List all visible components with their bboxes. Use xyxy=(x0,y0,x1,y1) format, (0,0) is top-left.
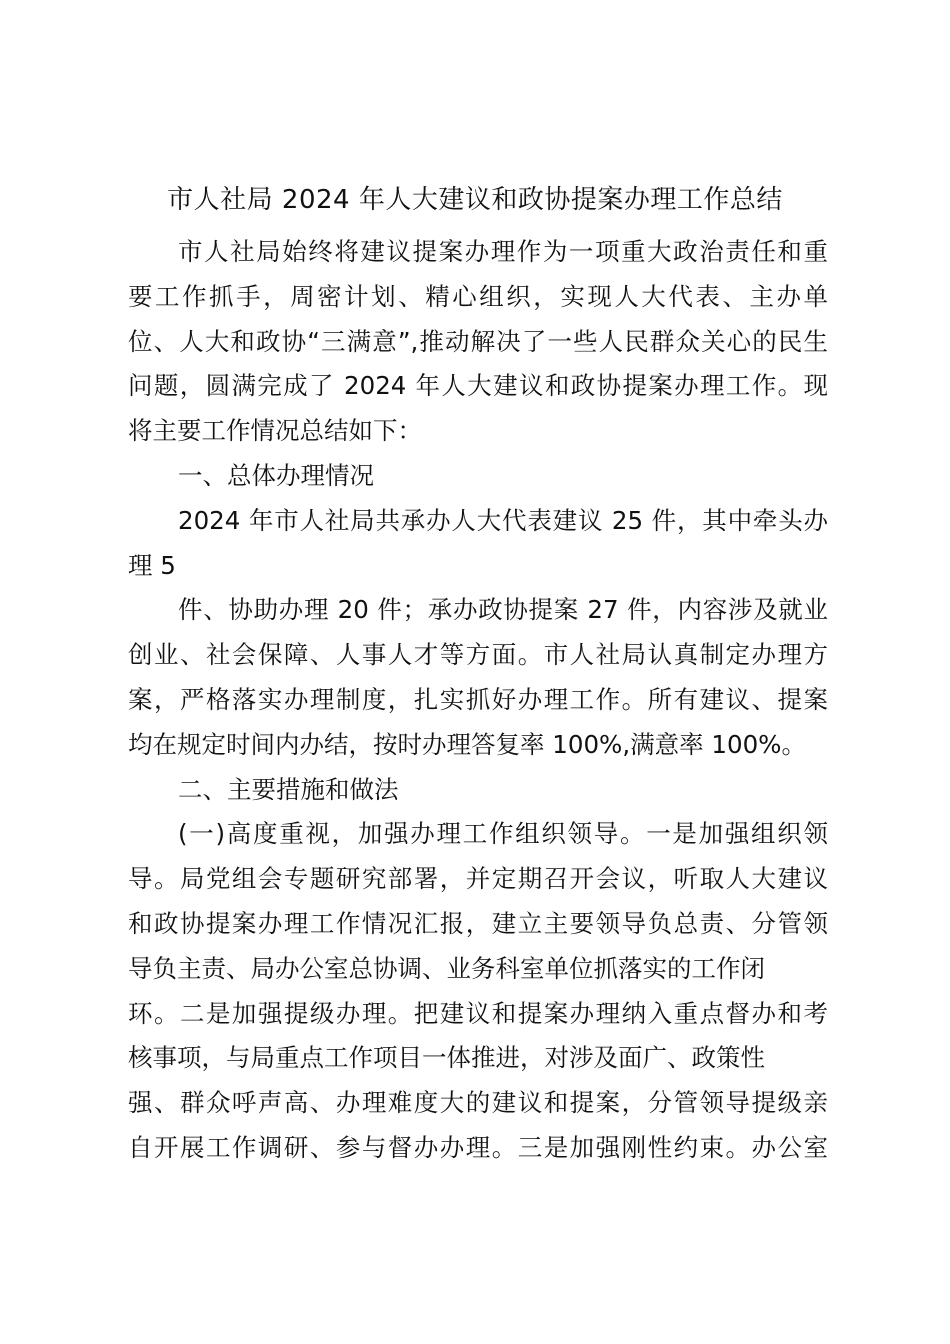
paragraph-line: 位、人大和政协“三满意”,推动解决了一些人民群众关心的民生 xyxy=(128,326,828,356)
paragraph-line: 自开展工作调研、参与督办办理。三是加强刚性约束。办公室 xyxy=(128,1132,828,1162)
paragraph-line: 市人社局始终将建议提案办理作为一项重大政治责任和重 xyxy=(178,237,828,266)
paragraph-line: 导。局党组会专题研究部署，并定期召开会议，听取人大建议 xyxy=(128,864,828,894)
document-body xyxy=(128,230,828,1171)
paragraph-line: 创业、社会保障、人事人才等方面。市人社局认真制定办理方 xyxy=(128,640,828,670)
paragraph-line: 导负主责、局办公室总协调、业务科室单位抓落实的工作闭 xyxy=(128,953,765,983)
paragraph-line: 问题，圆满完成了 2024 年人大建议和政协提案办理工作。现 xyxy=(128,371,828,401)
paragraph-line: 和政协提案办理工作情况汇报，建立主要领导负总责、分管领 xyxy=(128,908,828,938)
section-heading: 二、主要措施和做法 xyxy=(178,774,399,804)
document-title: 市人社局 2024 年人大建议和政协提案办理工作总结 xyxy=(167,185,783,215)
paragraph-line: 件、协助办理 20 件；承办政协提案 27 件，内容涉及就业 xyxy=(178,595,828,625)
paragraph-line: 强、群众呼声高、办理难度大的建议和提案，分管领导提级亲 xyxy=(128,1088,828,1118)
paragraph-line: 核事项，与局重点工作项目一体推进，对涉及面广、政策性 xyxy=(128,1043,765,1073)
section-heading: 一、总体办理情况 xyxy=(178,460,374,490)
paragraph-line: (一)高度重视，加强办理工作组织领导。一是加强组织领 xyxy=(178,819,828,849)
paragraph-line: 要工作抓手，周密计划、精心组织，实现人大代表、主办单 xyxy=(128,281,828,311)
paragraph-line: 环。二是加强提级办理。把建议和提案办理纳入重点督办和考 xyxy=(128,998,828,1028)
paragraph-line: 均在规定时间内办结，按时办理答复率 100%,满意率 100%。 xyxy=(128,729,806,759)
paragraph-line: 2024 年市人社局共承办人大代表建议 25 件，其中牵头办 xyxy=(178,505,828,535)
paragraph-line: 案，严格落实办理制度，扎实抓好办理工作。所有建议、提案 xyxy=(128,684,828,714)
paragraph-line: 理 5 xyxy=(128,550,176,580)
paragraph-line: 将主要工作情况总结如下： xyxy=(128,416,422,446)
